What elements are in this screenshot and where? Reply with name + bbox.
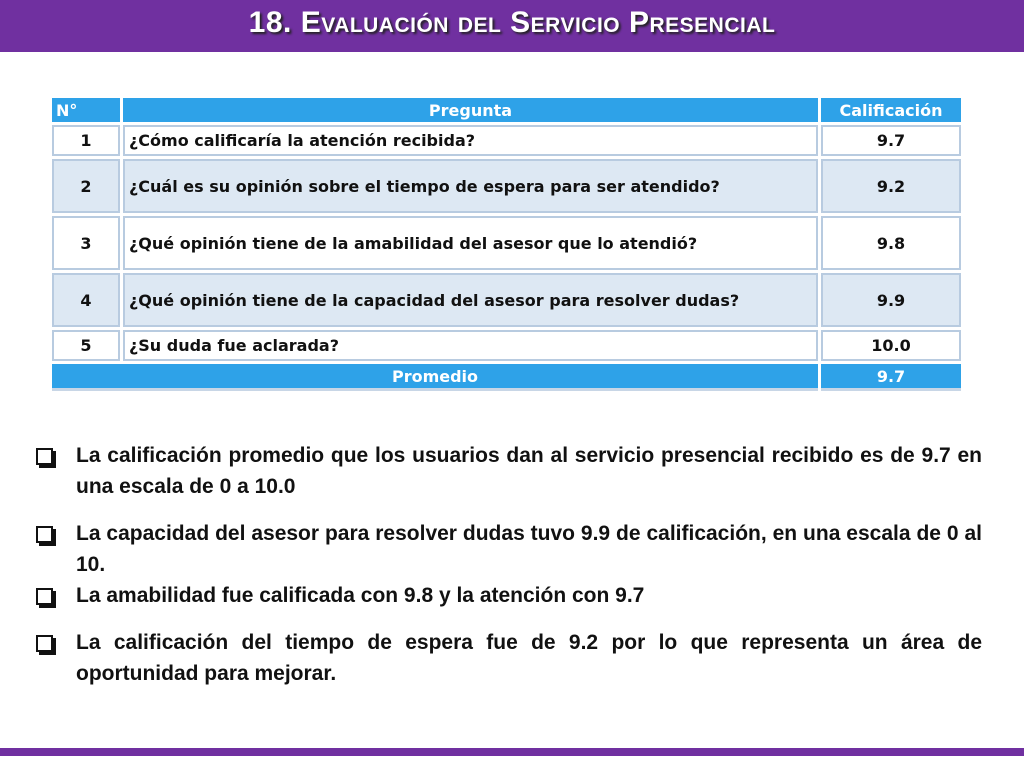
average-score: 9.7 bbox=[821, 364, 961, 391]
table-row bbox=[52, 330, 961, 361]
table-row bbox=[52, 216, 961, 270]
column-header-number: N° bbox=[52, 98, 120, 122]
note-text: La amabilidad fue calificada con 9.8 y la atención con 9.7 bbox=[76, 584, 645, 607]
table-header-row bbox=[52, 98, 961, 122]
checkbox-bullet-icon bbox=[36, 635, 53, 652]
row-number: 5 bbox=[52, 330, 120, 361]
note-text: La capacidad del asesor para resolver dudas tuvo 9.9 de calificación, en una escala de 0 al 10. bbox=[76, 522, 982, 576]
footer-bar bbox=[0, 748, 1024, 756]
checkbox-bullet-icon bbox=[36, 588, 53, 605]
table-row bbox=[52, 159, 961, 213]
average-label: Promedio bbox=[52, 364, 818, 391]
table-row bbox=[52, 273, 961, 327]
page-title: 18. Evaluación del Servicio Presencial bbox=[248, 6, 776, 39]
row-score: 9.2 bbox=[821, 159, 961, 213]
table-row bbox=[52, 125, 961, 156]
row-number: 3 bbox=[52, 216, 120, 270]
row-question: ¿Cómo calificaría la atención recibida? bbox=[123, 125, 818, 156]
row-question: ¿Qué opinión tiene de la amabilidad del asesor que lo atendió? bbox=[123, 216, 818, 270]
average-row bbox=[52, 364, 961, 391]
row-number: 1 bbox=[52, 125, 120, 156]
checkbox-bullet-icon bbox=[36, 448, 53, 465]
list-item bbox=[34, 580, 982, 611]
row-score: 9.8 bbox=[821, 216, 961, 270]
row-question: ¿Cuál es su opinión sobre el tiempo de espera para ser atendido? bbox=[123, 159, 818, 213]
row-score: 9.7 bbox=[821, 125, 961, 156]
row-score: 10.0 bbox=[821, 330, 961, 361]
list-item bbox=[34, 627, 982, 689]
evaluation-table bbox=[49, 95, 964, 394]
row-number: 2 bbox=[52, 159, 120, 213]
note-text: La calificación del tiempo de espera fue de 9.2 por lo que representa un área de oportunidad para mejorar. bbox=[76, 631, 982, 685]
row-question: ¿Su duda fue aclarada? bbox=[123, 330, 818, 361]
column-header-question: Pregunta bbox=[123, 98, 818, 122]
row-question: ¿Qué opinión tiene de la capacidad del asesor para resolver dudas? bbox=[123, 273, 818, 327]
row-number: 4 bbox=[52, 273, 120, 327]
row-score: 9.9 bbox=[821, 273, 961, 327]
note-text: La calificación promedio que los usuarios dan al servicio presencial recibido es de 9.7 en una escala de 0 a 10.0 bbox=[76, 444, 982, 498]
list-item bbox=[34, 518, 982, 580]
list-item bbox=[34, 440, 982, 502]
notes-list bbox=[34, 440, 982, 689]
checkbox-bullet-icon bbox=[36, 526, 53, 543]
column-header-score: Calificación bbox=[821, 98, 961, 122]
